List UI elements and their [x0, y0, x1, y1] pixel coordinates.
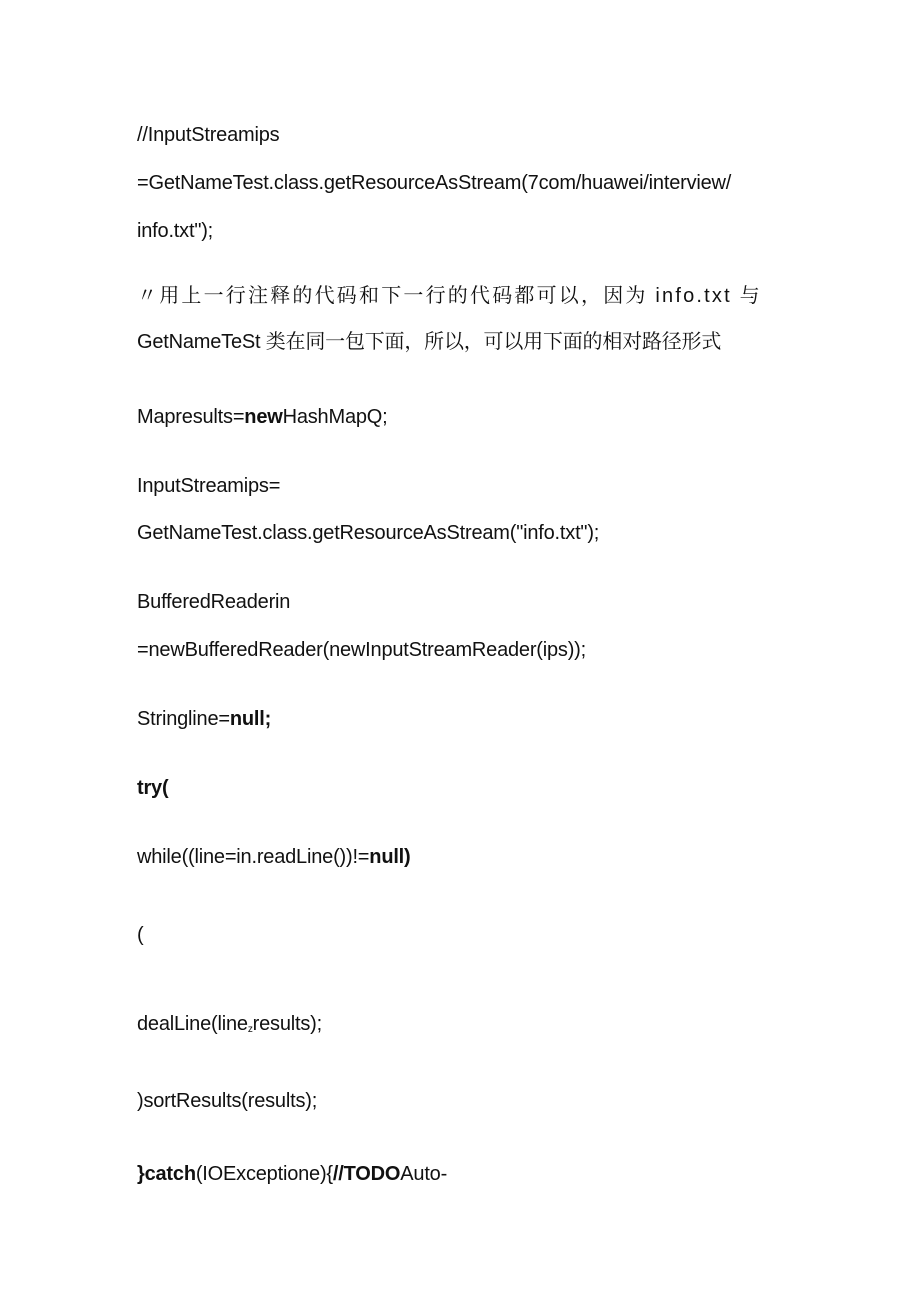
code-line-inputstream: InputStreamips=	[137, 475, 281, 497]
code-line-newbufferedreader: =newBufferedReader(newInputStreamReader(ips));	[137, 639, 587, 661]
code-line-getresource: GetNameTest.class.getResourceAsStream("info.txt");	[137, 522, 600, 544]
code-line-dealline: dealLine(line$_z$results);	[137, 1013, 322, 1035]
comment-line-1: 〃用上一行注释的代码和下一行的代码都可以，因为 info.txt 与	[137, 285, 762, 307]
code-line-while: while((line=in.readLine())!=null)	[137, 846, 411, 868]
code-line-catch: }catch(IOExceptione){//TODOAuto-	[137, 1163, 448, 1185]
code-line-2: =GetNameTest.class.getResourceAsStream(7com/huawei/interview/	[137, 172, 732, 194]
code-line-1: //InputStreamips	[137, 124, 280, 146]
code-line-stringline: Stringline=null;	[137, 708, 272, 730]
code-line-map: Mapresults=newHashMapQ;	[137, 406, 388, 428]
code-line-open-brace: (	[137, 924, 144, 946]
code-line-sortresults: )sortResults(results);	[137, 1090, 318, 1112]
code-line-try: try(	[137, 777, 169, 799]
code-line-bufferedreader: BufferedReaderin	[137, 591, 291, 613]
comment-line-2: GetNameTeSt 类在同一包下面，所以，可以用下面的相对路径形式	[137, 331, 722, 353]
code-line-3: info.txt");	[137, 220, 214, 242]
